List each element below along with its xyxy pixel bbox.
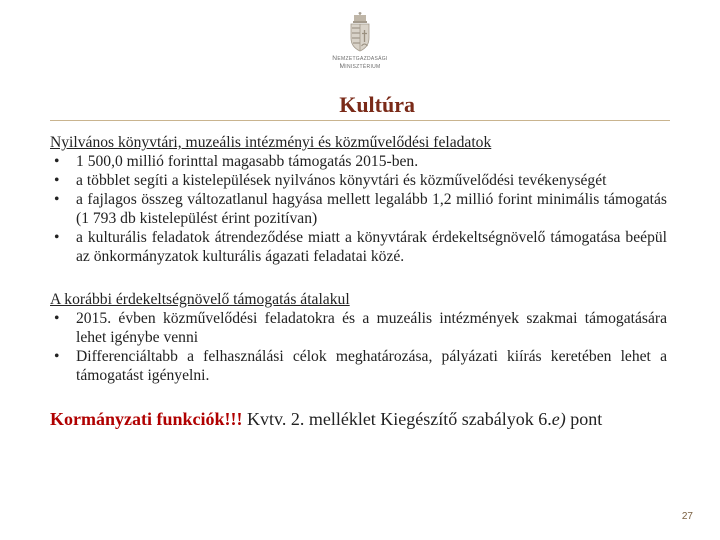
bullet: • [54, 348, 60, 365]
page-number: 27 [681, 511, 693, 522]
hungarian-coat-of-arms-icon [347, 12, 373, 52]
reference-text: Kvtv. 2. melléklet Kiegészítő szabályok 6. [247, 409, 552, 429]
list-item [50, 190, 667, 228]
reference-suffix: pont [570, 409, 603, 429]
list-item-text: a kulturális feladatok átrendeződése miatt a könyvtárak érdekeltségnövelő támogatása beépül az önkormányzatok kulturális ágazati feladatai közé. [76, 229, 667, 265]
list-item-text: 2015. évben közművelődési feladatokra és a muzeális intézmények szakmai támogatására lehet igénybe venni [76, 310, 667, 346]
list-item [50, 309, 667, 347]
bullet: • [54, 172, 60, 189]
section-1-heading: Nyilvános könyvtári, muzeális intézményi és közművelődési feladatok [50, 134, 492, 151]
list-item [50, 347, 667, 385]
section-2-heading: A korábbi érdekeltségnövelő támogatás átalakul [50, 291, 350, 308]
list-item [50, 171, 667, 190]
bullet: • [54, 229, 60, 246]
list-item-text: a többlet segíti a kistelepülések nyilvános könyvtári és közművelődési tevékenységét [76, 172, 607, 189]
government-functions-note: Kormányzati funkciók!!! [50, 409, 243, 429]
slide-content [50, 133, 667, 429]
list-item [50, 152, 667, 171]
list-item-text: 1 500,0 millió forinttal magasabb támogatás 2015-ben. [76, 153, 419, 170]
bullet: • [54, 310, 60, 327]
bullet: • [54, 153, 60, 170]
legal-reference [50, 410, 667, 429]
bullet: • [54, 191, 60, 208]
ministry-logo [314, 12, 406, 82]
list-item-text: a fajlagos összeg változatlanul hagyása mellett legalább 1,2 millió forint minimális támogatás (1 793 db kistelepülést érint pozitívan) [76, 191, 667, 227]
title-divider [50, 120, 670, 121]
list-item [50, 228, 667, 266]
section-2-list [50, 309, 667, 385]
logo-line-2: Minisztérium [339, 63, 381, 70]
reference-point-letter: e) [551, 409, 566, 429]
list-item-text: Differenciáltabb a felhasználási célok meghatározása, pályázati kiírás keretében lehet a támogatást igényelni. [76, 348, 667, 384]
page-title: Kultúra [339, 92, 415, 117]
logo-line-1: Nemzetgazdasági [332, 55, 388, 62]
section-1-list [50, 152, 667, 266]
